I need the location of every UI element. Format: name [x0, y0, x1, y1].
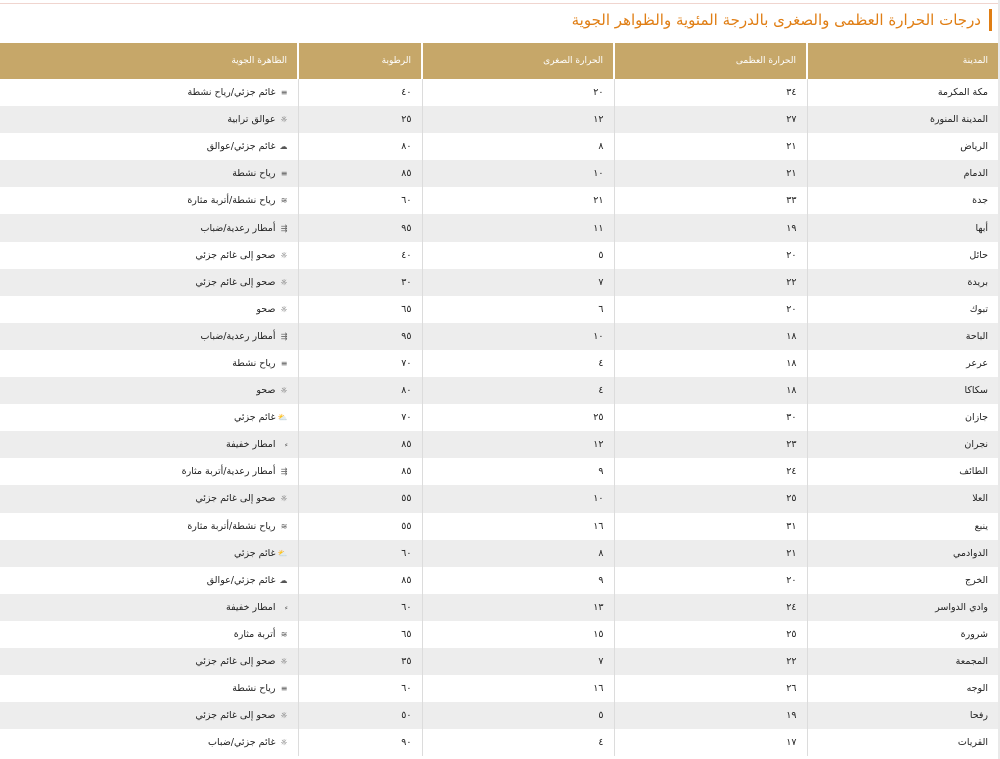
humidity-cell: ٧٠	[298, 404, 422, 431]
phenomenon-text: أمطار رعدية/أتربة مثارة	[181, 466, 276, 478]
phenomenon-text: صحو إلى غائم جزئي	[195, 249, 276, 261]
phenomenon-cell	[0, 160, 298, 187]
phenomenon-cell	[0, 133, 298, 160]
table-row	[0, 621, 998, 648]
partly-cloudy-icon: ⛅	[277, 548, 288, 558]
max-temp-cell: ١٨	[614, 350, 807, 377]
phenomenon-cell	[0, 377, 298, 404]
phenomenon-text: رياح نشطة	[232, 683, 276, 695]
phenomenon-cell	[0, 513, 298, 540]
min-temp-cell: ١٦	[422, 675, 614, 702]
table-row	[0, 214, 998, 241]
partly-cloudy-icon: ⛅	[277, 413, 288, 423]
phenomenon-text: امطار خفيفة	[226, 439, 276, 451]
sun-icon: ☼	[280, 304, 288, 314]
city-cell: الدوادمي	[807, 540, 998, 567]
table-row	[0, 79, 998, 106]
title-accent-bar	[989, 9, 992, 31]
city-cell: رفحا	[807, 702, 998, 729]
city-cell: الباحة	[807, 323, 998, 350]
city-cell: شرورة	[807, 621, 998, 648]
phenomenon-text: غائم جزئي	[233, 547, 276, 559]
city-cell: المجمعة	[807, 648, 998, 675]
city-cell: مكة المكرمة	[807, 79, 998, 106]
max-temp-cell: ٢٠	[614, 567, 807, 594]
table-row	[0, 702, 998, 729]
city-cell: العلا	[807, 485, 998, 512]
city-cell: حائل	[807, 242, 998, 269]
humidity-cell: ٦٠	[298, 540, 422, 567]
max-temp-cell: ٢٤	[614, 594, 807, 621]
max-temp-cell: ٢٦	[614, 675, 807, 702]
min-temp-cell: ٤	[422, 350, 614, 377]
min-temp-cell: ١٥	[422, 621, 614, 648]
max-temp-cell: ٣٣	[614, 187, 807, 214]
city-cell: سكاكا	[807, 377, 998, 404]
min-temp-cell: ١٦	[422, 513, 614, 540]
phenomenon-text: رياح نشطة	[232, 357, 276, 369]
min-temp-cell: ٧	[422, 648, 614, 675]
min-temp-cell: ٤	[422, 729, 614, 756]
table-row	[0, 431, 998, 458]
phenomenon-cell	[0, 729, 298, 756]
table-row	[0, 106, 998, 133]
city-cell: القريات	[807, 729, 998, 756]
humidity-cell: ٥٥	[298, 513, 422, 540]
min-temp-cell: ١١	[422, 214, 614, 241]
sun-cloud-icon: ☼	[280, 657, 288, 667]
max-temp-cell: ١٨	[614, 377, 807, 404]
table-row	[0, 567, 998, 594]
humidity-cell: ٩٥	[298, 323, 422, 350]
min-temp-cell: ٢٥	[422, 404, 614, 431]
max-temp-cell: ٢١	[614, 540, 807, 567]
phenomenon-cell	[0, 485, 298, 512]
max-temp-cell: ٢٢	[614, 648, 807, 675]
min-temp-cell: ٤	[422, 377, 614, 404]
phenomenon-cell	[0, 296, 298, 323]
phenomenon-text: رياح نشطة/أتربة مثارة	[187, 195, 276, 207]
table-row	[0, 729, 998, 756]
city-cell: الوجه	[807, 675, 998, 702]
humidity-cell: ٦٠	[298, 187, 422, 214]
phenomenon-text: غائم جزئي/ضباب	[208, 737, 276, 749]
phenomenon-text: أمطار رعدية/ضباب	[200, 222, 276, 234]
phenomenon-cell	[0, 648, 298, 675]
table-row	[0, 377, 998, 404]
max-temp-cell: ٢٧	[614, 106, 807, 133]
table-row	[0, 648, 998, 675]
table-row	[0, 133, 998, 160]
phenomenon-text: امطار خفيفة	[226, 601, 276, 613]
humidity-cell: ٦٥	[298, 296, 422, 323]
table-row	[0, 513, 998, 540]
phenomenon-text: صحو إلى غائم جزئي	[195, 656, 276, 668]
phenomenon-cell	[0, 323, 298, 350]
table-row	[0, 594, 998, 621]
phenomenon-text: غائم جزئي/رياح نشطة	[187, 87, 276, 99]
min-temp-cell: ٦	[422, 296, 614, 323]
wind-icon: ≡	[280, 684, 288, 694]
phenomenon-text: عوالق ترابية	[227, 114, 276, 126]
phenomenon-text: أمطار رعدية/ضباب	[200, 330, 276, 342]
blowing-dust-icon: ≋	[280, 521, 288, 531]
phenomenon-text: غائم جزئي/عوالق	[206, 141, 276, 153]
min-temp-cell: ١٠	[422, 485, 614, 512]
min-temp-cell: ٢٠	[422, 79, 614, 106]
table-body	[0, 79, 998, 756]
phenomenon-text: غائم جزئي/عوالق	[206, 574, 276, 586]
humidity-cell: ٩٥	[298, 214, 422, 241]
min-temp-cell: ٨	[422, 133, 614, 160]
max-temp-cell: ٢٤	[614, 458, 807, 485]
min-temp-cell: ٧	[422, 269, 614, 296]
sun-cloud-icon: ☼	[280, 738, 288, 748]
table-row	[0, 675, 998, 702]
phenomenon-cell	[0, 431, 298, 458]
min-temp-cell: ٩	[422, 567, 614, 594]
table-row	[0, 540, 998, 567]
min-temp-cell: ٥	[422, 242, 614, 269]
page-title: درجات الحرارة العظمى والصغرى بالدرجة المئوية والظواهر الجوية	[571, 11, 981, 29]
wind-icon: ≡	[280, 169, 288, 179]
min-temp-cell: ١٢	[422, 431, 614, 458]
phenomenon-text: صحو	[256, 303, 276, 315]
phenomenon-text: صحو إلى غائم جزئي	[195, 710, 276, 722]
max-temp-cell: ١٨	[614, 323, 807, 350]
section-header	[572, 8, 992, 32]
max-temp-cell: ٣١	[614, 513, 807, 540]
max-temp-cell: ١٩	[614, 702, 807, 729]
sun-cloud-icon: ☼	[280, 494, 288, 504]
blowing-dust-icon: ≋	[280, 196, 288, 206]
phenomenon-cell	[0, 214, 298, 241]
max-temp-cell: ٣٠	[614, 404, 807, 431]
city-cell: جدة	[807, 187, 998, 214]
humidity-cell: ٨٠	[298, 133, 422, 160]
thunderstorm-icon: ⇶	[280, 331, 288, 341]
phenomenon-text: صحو	[256, 385, 276, 397]
max-temp-cell: ٢٥	[614, 485, 807, 512]
phenomenon-cell	[0, 269, 298, 296]
phenomenon-text: أتربة مثارة	[233, 628, 276, 640]
max-temp-cell: ٢٢	[614, 269, 807, 296]
min-temp-cell: ٢١	[422, 187, 614, 214]
phenomenon-cell	[0, 79, 298, 106]
top-divider	[0, 3, 1000, 4]
thunderstorm-icon: ⇶	[280, 223, 288, 233]
humidity-cell: ٦٠	[298, 594, 422, 621]
phenomenon-cell	[0, 350, 298, 377]
humidity-cell: ٥٠	[298, 702, 422, 729]
phenomenon-cell	[0, 106, 298, 133]
blowing-dust-icon: ≋	[280, 629, 288, 639]
max-temp-cell: ٢٥	[614, 621, 807, 648]
table-row	[0, 404, 998, 431]
header-humidity: الرطوبة	[298, 43, 422, 79]
humidity-cell: ٦٠	[298, 675, 422, 702]
table-row	[0, 160, 998, 187]
table-row	[0, 242, 998, 269]
table-row	[0, 296, 998, 323]
phenomenon-cell	[0, 702, 298, 729]
city-cell: بريدة	[807, 269, 998, 296]
phenomenon-text: غائم جزئي	[233, 412, 276, 424]
humidity-cell: ٩٠	[298, 729, 422, 756]
phenomenon-text: صحو إلى غائم جزئي	[195, 493, 276, 505]
min-temp-cell: ٨	[422, 540, 614, 567]
city-cell: وادي الدواسر	[807, 594, 998, 621]
header-city: المدينة	[807, 43, 998, 79]
header-max-temp: الحرارة العظمى	[614, 43, 807, 79]
sun-icon: ☼	[280, 386, 288, 396]
phenomenon-text: رياح نشطة/أتربة مثارة	[187, 520, 276, 532]
humidity-cell: ٧٠	[298, 350, 422, 377]
thunderstorm-icon: ⇶	[280, 467, 288, 477]
table-row	[0, 350, 998, 377]
max-temp-cell: ٢٠	[614, 242, 807, 269]
humidity-cell: ٨٥	[298, 458, 422, 485]
city-cell: تبوك	[807, 296, 998, 323]
max-temp-cell: ٢٣	[614, 431, 807, 458]
table-row	[0, 458, 998, 485]
humidity-cell: ٨٠	[298, 377, 422, 404]
city-cell: الرياض	[807, 133, 998, 160]
phenomenon-cell	[0, 594, 298, 621]
header-phenomenon: الظاهرة الجوية	[0, 43, 298, 79]
table-row	[0, 485, 998, 512]
max-temp-cell: ٢٠	[614, 296, 807, 323]
table-row	[0, 187, 998, 214]
city-cell: الطائف	[807, 458, 998, 485]
humidity-cell: ٨٥	[298, 567, 422, 594]
humidity-cell: ٤٠	[298, 242, 422, 269]
city-cell: الخرج	[807, 567, 998, 594]
wind-icon: ≡	[280, 88, 288, 98]
humidity-cell: ٥٥	[298, 485, 422, 512]
phenomenon-cell	[0, 458, 298, 485]
min-temp-cell: ١٣	[422, 594, 614, 621]
header-min-temp: الحرارة الصغرى	[422, 43, 614, 79]
table-row	[0, 269, 998, 296]
sun-cloud-icon: ☼	[280, 277, 288, 287]
cloud-haze-icon: ☁	[279, 575, 288, 585]
light-rain-icon: ⸗	[284, 440, 288, 450]
city-cell: الدمام	[807, 160, 998, 187]
table-row	[0, 323, 998, 350]
min-temp-cell: ١٠	[422, 323, 614, 350]
phenomenon-cell	[0, 540, 298, 567]
humidity-cell: ٢٥	[298, 106, 422, 133]
city-cell: عرعر	[807, 350, 998, 377]
city-cell: المدينة المنورة	[807, 106, 998, 133]
max-temp-cell: ٢١	[614, 160, 807, 187]
humidity-cell: ٦٥	[298, 621, 422, 648]
min-temp-cell: ١٠	[422, 160, 614, 187]
humidity-cell: ٣٠	[298, 269, 422, 296]
phenomenon-cell	[0, 567, 298, 594]
phenomenon-cell	[0, 621, 298, 648]
min-temp-cell: ١٢	[422, 106, 614, 133]
humidity-cell: ٨٥	[298, 431, 422, 458]
sun-cloud-icon: ☼	[280, 711, 288, 721]
phenomenon-text: رياح نشطة	[232, 168, 276, 180]
wind-icon: ≡	[280, 358, 288, 368]
city-cell: نجران	[807, 431, 998, 458]
city-cell: ينبع	[807, 513, 998, 540]
max-temp-cell: ١٧	[614, 729, 807, 756]
weather-table	[0, 43, 998, 756]
light-rain-icon: ⸗	[284, 602, 288, 612]
phenomenon-text: صحو إلى غائم جزئي	[195, 276, 276, 288]
humidity-cell: ٣٥	[298, 648, 422, 675]
phenomenon-cell	[0, 242, 298, 269]
table-header-row	[0, 43, 998, 79]
max-temp-cell: ١٩	[614, 214, 807, 241]
max-temp-cell: ٣٤	[614, 79, 807, 106]
phenomenon-cell	[0, 404, 298, 431]
phenomenon-cell	[0, 187, 298, 214]
phenomenon-cell	[0, 675, 298, 702]
min-temp-cell: ٩	[422, 458, 614, 485]
cloud-haze-icon: ☁	[279, 142, 288, 152]
humidity-cell: ٨٥	[298, 160, 422, 187]
dust-haze-icon: ☼	[280, 115, 288, 125]
max-temp-cell: ٢١	[614, 133, 807, 160]
city-cell: جازان	[807, 404, 998, 431]
min-temp-cell: ٥	[422, 702, 614, 729]
sun-cloud-icon: ☼	[280, 250, 288, 260]
humidity-cell: ٤٠	[298, 79, 422, 106]
city-cell: أبها	[807, 214, 998, 241]
